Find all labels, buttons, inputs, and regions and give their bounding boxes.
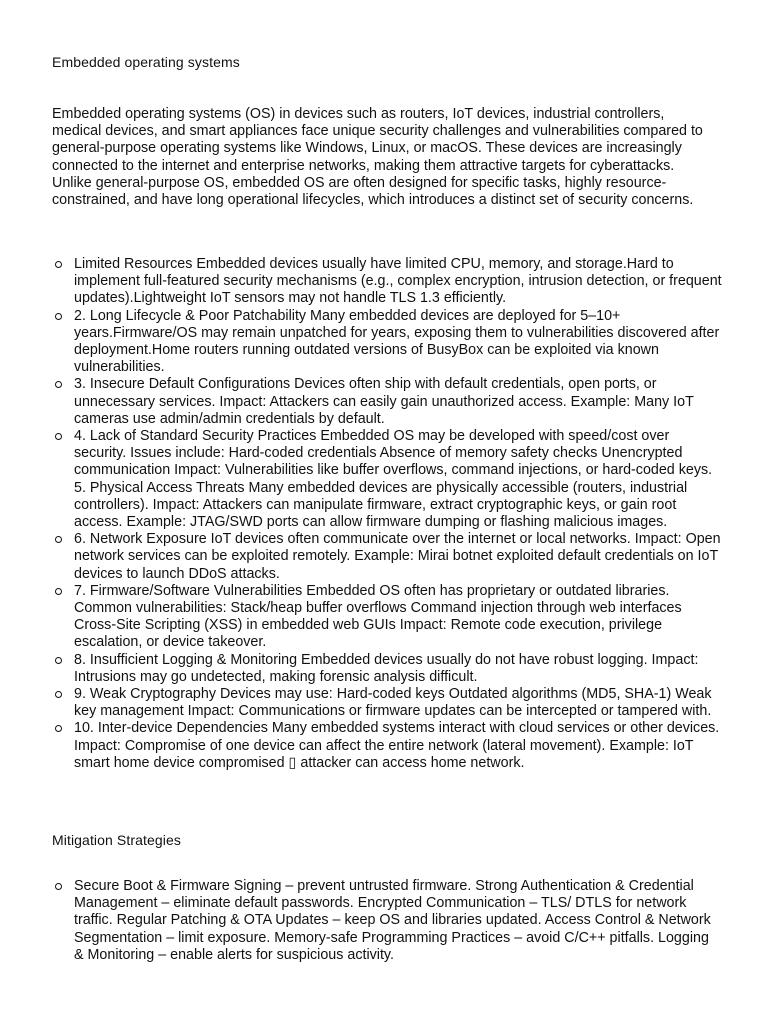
bullet-circle-icon <box>55 381 62 388</box>
intro-paragraph: Embedded operating systems (OS) in devices such as routers, IoT devices, industrial controllers, medical devices, and smart appliances face unique security challenges and vulnerabilities compared to general-purpose operating systems like Windows, Linux, or macOS. These devices are increasingly connected to the internet and enterprise networks, making them attractive targets for cyberattacks. Unlike general-purpose OS, embedded OS are often designed for specific tasks, highly resource-constrained, and have long operational lifecycles, which introduces a distinct set of security concerns. <box>52 106 703 209</box>
list-item-text: 7. Firmware/Software Vulnerabilities Embedded OS often has proprietary or outdated libraries. Common vulnerabilities: Stack/heap buffer overflows Command injection through web interfaces Cross-Site Scripting (XSS) in embedded web GUIs Impact: Remote code execution, privilege escalation, or device takeover. <box>74 582 682 651</box>
list-item-text: 2. Long Lifecycle & Poor Patchability Many embedded devices are deployed for 5–10+ years.Firmware/OS may remain unpatched for years, exposing them to vulnerabilities discovered after deployment.Home routers running outdated versions of BusyBox can be exploited via known vulnerabilities. <box>74 307 720 376</box>
list-item-text: 10. Inter-device Dependencies Many embedded systems interact with cloud services or other devices. Impact: Compromise of one device can affect the entire network (lateral movement). Example: IoT smart home device compromised ▯ attacker can access home network. <box>74 720 720 771</box>
page-title: Embedded operating systems <box>52 54 240 70</box>
list-item <box>52 428 722 531</box>
list-item-text: 8. Insufficient Logging & Monitoring Embedded devices usually do not have robust logging. Impact: Intrusions may go undetected, making forensic analysis difficult. <box>74 651 699 685</box>
bullet-circle-icon <box>55 691 62 698</box>
bullet-circle-icon <box>55 657 62 664</box>
list-item-text: 9. Weak Cryptography Devices may use: Hard-coded keys Outdated algorithms (MD5, SHA-1) Weak key management Impact: Communications or firmware updates can be intercepted or tampered with. <box>74 686 712 720</box>
bullet-circle-icon <box>55 433 62 440</box>
bullet-circle-icon <box>55 725 62 732</box>
list-item-text: 4. Lack of Standard Security Practices Embedded OS may be developed with speed/cost over security. Issues include: Hard-coded credentials Absence of memory safety checks Unencrypted communication Impact: Vulnerabilities like buffer overflows, command injections, or hard-coded keys. 5. Physical Access Threats Many embedded devices are physically accessible (routers, industrial controllers). Impact: Attackers can manipulate firmware, extract cryptographic keys, or gain root access. Example: JTAG/SWD ports can allow firmware dumping or flashing malicious images. <box>74 428 713 531</box>
list-item <box>52 583 722 652</box>
list-item-text: Limited Resources Embedded devices usually have limited CPU, memory, and storage.Hard to implement full-featured security mechanisms (e.g., complex encryption, intrusion detection, or frequent updates).Lightweight IoT sensors may not handle TLS 1.3 efficiently. <box>74 256 722 307</box>
list-item <box>52 308 722 377</box>
challenges-list <box>52 256 722 772</box>
list-item <box>52 376 722 428</box>
list-item <box>52 720 722 772</box>
bullet-circle-icon <box>55 261 62 268</box>
bullet-circle-icon <box>55 536 62 543</box>
bullet-circle-icon <box>55 313 62 320</box>
list-item-text: 6. Network Exposure IoT devices often communicate over the internet or local networks. Impact: Open network services can be exploited remotely. Example: Mirai botnet exploited default credentials on IoT devices to launch DDoS attacks. <box>74 531 721 582</box>
list-item <box>52 531 722 583</box>
mitigation-heading: Mitigation Strategies <box>52 832 181 848</box>
list-item <box>52 878 722 964</box>
list-item <box>52 256 722 308</box>
bullet-circle-icon <box>55 588 62 595</box>
list-item <box>52 686 722 720</box>
mitigations-list <box>52 878 722 964</box>
list-item <box>52 652 722 686</box>
bullet-circle-icon <box>55 883 62 890</box>
list-item-text: Secure Boot & Firmware Signing – prevent untrusted firmware. Strong Authentication & Credential Management – eliminate default passwords. Encrypted Communication – TLS/ DTLS for network traffic. Regular Patching & OTA Updates – keep OS and libraries updated. Access Control & Network Segmentation – limit exposure. Memory-safe Programming Practices – avoid C/C++ pitfalls. Logging & Monitoring – enable alerts for suspicious activity. <box>74 878 711 963</box>
list-item-text: 3. Insecure Default Configurations Devices often ship with default credentials, open ports, or unnecessary services. Impact: Attackers can easily gain unauthorized access. Example: Many IoT cameras use admin/admin credentials by default. <box>74 376 694 427</box>
